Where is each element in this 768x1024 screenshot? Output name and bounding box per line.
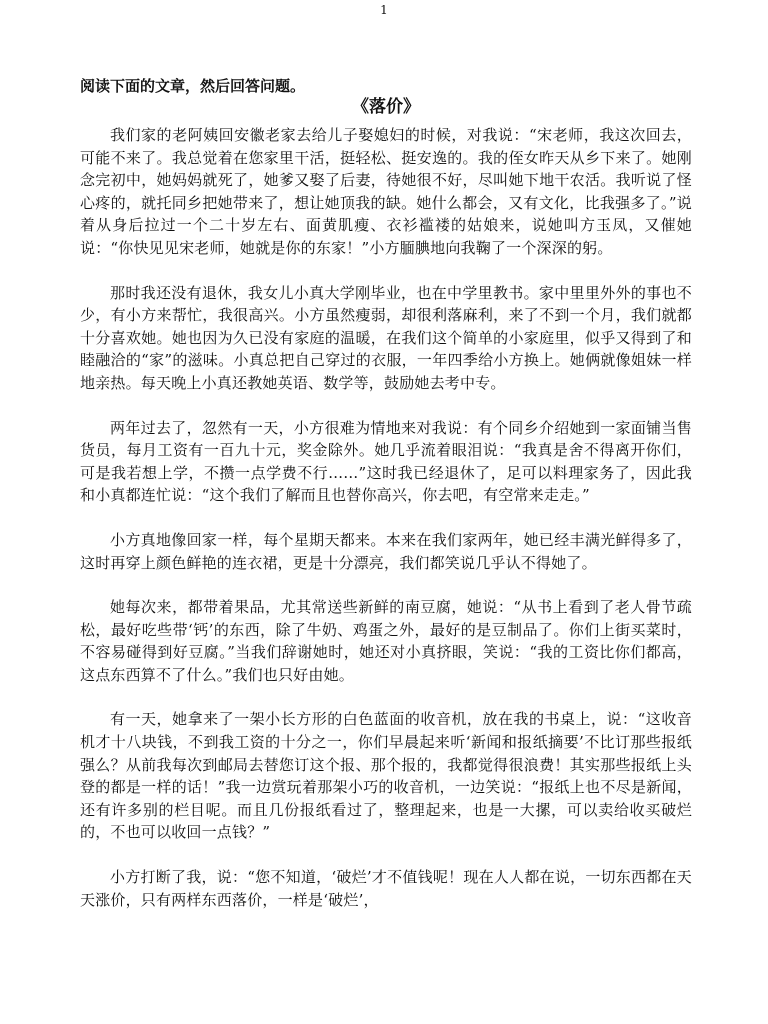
paragraph-4: 小方真地像回家一样，每个星期天都来。本来在我们家两年，她已经丰满光鲜得多了，这时再穿上颜色鲜艳的连衣裙，更是十分漂亮，我们都笑说几乎认不得她了。 [80,530,692,572]
paragraph-6: 有一天，她拿来了一架小长方形的白色蓝面的收音机，放在我的书桌上，说：“这收音机才十八块钱，不到我工资的十分之一，你们早晨起来听‘新闻和报纸摘要’不比订那些报纸强么？从前我每次到邮局去替您订这个报、那个报的，我都觉得很浪费！其实那些报纸上头登的都是一样的话！”我一边赏玩着那架小巧的收音机，一边笑说：“报纸上也不尽是新闻，还有许多别的栏目呢。而且几份报纸看过了，整理起来，也是一大摞，可以卖给收买破烂的，不也可以收回一点钱？” [80,710,692,842]
paragraph-7: 小方打断了我，说：“您不知道，‘破烂’才不值钱呢！现在人人都在说，一切东西都在天天涨价，只有两样东西落价，一样是‘破烂’， [80,868,692,909]
paragraph-2: 那时我还没有退休，我女儿小真大学刚毕业，也在中学里教书。家中里里外外的事也不少，有小方来帮忙，我很高兴。小方虽然瘦弱，却很利落麻利，来了不到一个月，我们就都十分喜欢她。她也因为久已没有家庭的温暖，在我们这个简单的小家庭里，似乎又得到了和睦融洽的“家”的滋味。小真总把自己穿过的衣服，一年四季给小方换上。她俩就像姐妹一样地亲热。每天晚上小真还教她英语、数学等，鼓励她去考中专。 [80,283,692,392]
paragraph-1: 我们家的老阿姨回安徽老家去给儿子娶媳妇的时候，对我说：“宋老师，我这次回去，可能不来了。我总觉着在您家里干活，挺轻松、挺安逸的。我的侄女昨天从乡下来了。她刚念完初中，她妈妈就死了，她爹又娶了后妻，待她很不好，尽叫她下地干农活。我听说了怪心疼的，就托同乡把她带来了，想让她顶我的缺。她什么都会，又有文化，比我强多了。”说着从身后拉过一个二十岁左右、面黄肌瘦、衣衫褴褛的姑娘来，说她叫方玉凤，又催她说：“你快见见宋老师，她就是你的东家！”小方腼腆地向我鞠了一个深深的躬。 [80,126,692,257]
article-title: 《落价》 [352,97,420,117]
document-body [80,76,692,933]
paragraph-3: 两年过去了，忽然有一天，小方很难为情地来对我说：有个同乡介绍她到一家面铺当售货员，每月工资有一百九十元，奖金除外。她几乎流着眼泪说：“我真是舍不得离开你们，可是我若想上学，不攒一点学费不行……”这时我已经退休了，足可以料理家务了，因此我和小真都连忙说：“这个我们了解而且也替你高兴，你去吧，有空常来走走。” [80,418,692,505]
page-number: 1 [380,3,388,17]
paragraph-5: 她每次来，都带着果品，尤其常送些新鲜的南豆腐，她说：“从书上看到了老人骨节疏松，最好吃些带‘钙’的东西，除了牛奶、鸡蛋之外，最好的是豆制品了。你们上街买菜时，不容易碰得到好豆腐。”当我们辞谢她时，她还对小真挤眼，笑说：“我的工资比你们都高，这点东西算不了什么。”我们也只好由她。 [80,598,692,684]
reading-instruction: 阅读下面的文章，然后回答问题。 [80,77,306,95]
